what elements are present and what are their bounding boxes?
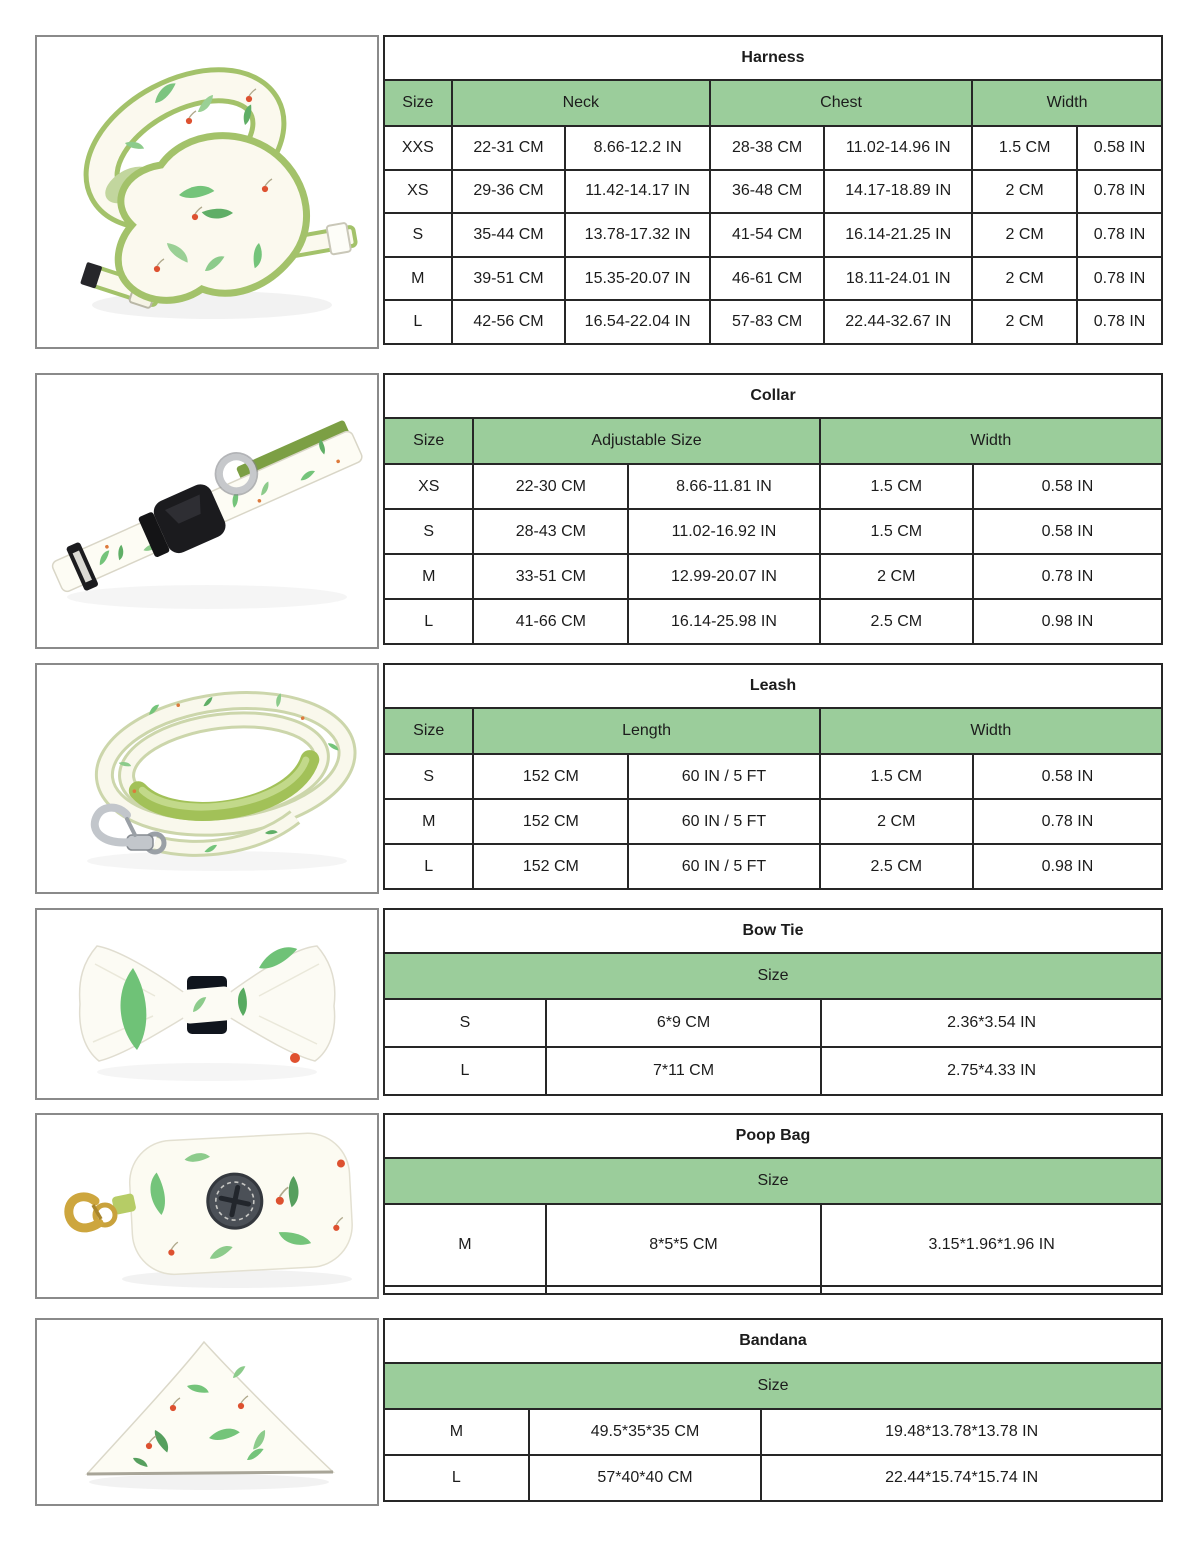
table-row — [384, 1114, 1162, 1158]
spec-cell: 42-56 CM — [452, 300, 566, 344]
size-cell: XS — [384, 170, 452, 214]
column-header-size: Size — [384, 80, 452, 126]
spec-cell: 7*11 CM — [546, 1047, 821, 1095]
poop-bag-photo — [35, 1113, 379, 1299]
spec-cell: 8.66-12.2 IN — [565, 126, 710, 170]
column-header-size: Size — [384, 1363, 1162, 1409]
column-header-neck: Neck — [452, 80, 710, 126]
table-row — [384, 418, 1162, 464]
table-row — [384, 599, 1162, 644]
table-title: Bow Tie — [384, 909, 1162, 953]
column-header-length: Length — [473, 708, 819, 754]
spec-cell: 60 IN / 5 FT — [628, 799, 819, 844]
size-cell: XS — [384, 464, 473, 509]
table-row — [384, 300, 1162, 344]
spec-cell: 22-30 CM — [473, 464, 628, 509]
table-row — [384, 1286, 1162, 1294]
spec-cell: 2 CM — [972, 213, 1077, 257]
spec-cell: 0.98 IN — [973, 599, 1162, 644]
spec-cell: 0.58 IN — [973, 464, 1162, 509]
spec-cell: 0.78 IN — [1077, 213, 1162, 257]
size-cell: S — [384, 213, 452, 257]
collar-photo — [35, 373, 379, 649]
spec-cell: 22.44*15.74*15.74 IN — [761, 1455, 1162, 1501]
table-row — [384, 1319, 1162, 1363]
spec-cell — [546, 1286, 821, 1294]
harness-size-table — [383, 35, 1163, 345]
spec-cell: 15.35-20.07 IN — [565, 257, 710, 301]
spec-cell: 0.58 IN — [973, 754, 1162, 799]
table-row — [384, 36, 1162, 80]
table-row — [384, 708, 1162, 754]
size-cell — [384, 1286, 546, 1294]
spec-cell: 16.14-21.25 IN — [824, 213, 972, 257]
spec-cell: 16.54-22.04 IN — [565, 300, 710, 344]
spec-cell: 60 IN / 5 FT — [628, 844, 819, 889]
column-header-chest: Chest — [710, 80, 972, 126]
leash-photo — [35, 663, 379, 894]
leash-illustration — [37, 665, 377, 892]
poop-bag-illustration — [37, 1115, 377, 1297]
spec-cell: 0.78 IN — [973, 799, 1162, 844]
table-row — [384, 213, 1162, 257]
spec-cell: 152 CM — [473, 844, 628, 889]
size-cell: L — [384, 1047, 546, 1095]
size-cell: M — [384, 257, 452, 301]
table-row — [384, 374, 1162, 418]
poop-bag-size-table — [383, 1113, 1163, 1295]
table-row — [384, 1363, 1162, 1409]
spec-cell: 3.15*1.96*1.96 IN — [821, 1204, 1162, 1286]
size-cell: XXS — [384, 126, 452, 170]
table-row — [384, 1204, 1162, 1286]
size-cell: S — [384, 754, 473, 799]
column-header-width: Width — [972, 80, 1162, 126]
spec-cell: 1.5 CM — [820, 754, 973, 799]
spec-cell: 41-66 CM — [473, 599, 628, 644]
spec-cell: 18.11-24.01 IN — [824, 257, 972, 301]
size-cell: L — [384, 599, 473, 644]
spec-cell: 39-51 CM — [452, 257, 566, 301]
spec-cell: 0.78 IN — [1077, 300, 1162, 344]
spec-cell: 8*5*5 CM — [546, 1204, 821, 1286]
spec-cell: 22-31 CM — [452, 126, 566, 170]
table-row — [384, 953, 1162, 999]
size-cell: L — [384, 844, 473, 889]
spec-cell: 1.5 CM — [820, 509, 973, 554]
table-row — [384, 664, 1162, 708]
spec-cell: 152 CM — [473, 799, 628, 844]
spec-cell: 14.17-18.89 IN — [824, 170, 972, 214]
harness-illustration — [37, 37, 377, 347]
spec-cell: 49.5*35*35 CM — [529, 1409, 762, 1455]
size-cell: L — [384, 300, 452, 344]
size-cell: M — [384, 799, 473, 844]
spec-cell: 28-43 CM — [473, 509, 628, 554]
column-header-size: Size — [384, 1158, 1162, 1204]
table-row — [384, 257, 1162, 301]
table-row — [384, 1158, 1162, 1204]
spec-cell: 29-36 CM — [452, 170, 566, 214]
spec-cell: 8.66-11.81 IN — [628, 464, 819, 509]
size-cell: M — [384, 1204, 546, 1286]
bandana-photo — [35, 1318, 379, 1506]
column-header-width: Width — [820, 708, 1162, 754]
table-row — [384, 1047, 1162, 1095]
column-header-size: Size — [384, 953, 1162, 999]
spec-cell: 2.5 CM — [820, 599, 973, 644]
spec-cell: 2.75*4.33 IN — [821, 1047, 1162, 1095]
table-row — [384, 999, 1162, 1047]
spec-cell: 46-61 CM — [710, 257, 824, 301]
spec-cell: 6*9 CM — [546, 999, 821, 1047]
spec-cell: 57-83 CM — [710, 300, 824, 344]
spec-cell: 2.36*3.54 IN — [821, 999, 1162, 1047]
collar-size-table — [383, 373, 1163, 645]
bow-tie-illustration — [37, 910, 377, 1098]
spec-cell: 2 CM — [972, 257, 1077, 301]
size-cell: L — [384, 1455, 529, 1501]
table-row — [384, 170, 1162, 214]
bandana-illustration — [37, 1320, 377, 1504]
size-cell: M — [384, 1409, 529, 1455]
spec-cell: 12.99-20.07 IN — [628, 554, 819, 599]
column-header-adjustable-size: Adjustable Size — [473, 418, 819, 464]
size-cell: M — [384, 554, 473, 599]
size-cell: S — [384, 509, 473, 554]
spec-cell: 11.02-14.96 IN — [824, 126, 972, 170]
spec-cell: 33-51 CM — [473, 554, 628, 599]
leash-size-table — [383, 663, 1163, 890]
bow-tie-photo — [35, 908, 379, 1100]
spec-cell: 41-54 CM — [710, 213, 824, 257]
table-row — [384, 909, 1162, 953]
spec-cell: 19.48*13.78*13.78 IN — [761, 1409, 1162, 1455]
spec-cell: 0.58 IN — [1077, 126, 1162, 170]
table-row — [384, 754, 1162, 799]
spec-cell: 16.14-25.98 IN — [628, 599, 819, 644]
table-row — [384, 799, 1162, 844]
spec-cell: 28-38 CM — [710, 126, 824, 170]
spec-cell: 0.58 IN — [973, 509, 1162, 554]
bandana-size-table — [383, 1318, 1163, 1502]
table-title: Poop Bag — [384, 1114, 1162, 1158]
spec-cell — [821, 1286, 1162, 1294]
size-cell: S — [384, 999, 546, 1047]
bow-tie-size-table — [383, 908, 1163, 1096]
table-row — [384, 844, 1162, 889]
table-title: Harness — [384, 36, 1162, 80]
collar-illustration — [37, 375, 377, 647]
spec-cell: 2 CM — [972, 300, 1077, 344]
spec-cell: 22.44-32.67 IN — [824, 300, 972, 344]
table-title: Collar — [384, 374, 1162, 418]
spec-cell: 2.5 CM — [820, 844, 973, 889]
spec-cell: 60 IN / 5 FT — [628, 754, 819, 799]
column-header-width: Width — [820, 418, 1162, 464]
harness-photo — [35, 35, 379, 349]
spec-cell: 1.5 CM — [972, 126, 1077, 170]
table-row — [384, 464, 1162, 509]
spec-cell: 11.42-14.17 IN — [565, 170, 710, 214]
spec-cell: 1.5 CM — [820, 464, 973, 509]
spec-cell: 0.98 IN — [973, 844, 1162, 889]
spec-cell: 11.02-16.92 IN — [628, 509, 819, 554]
spec-cell: 2 CM — [972, 170, 1077, 214]
spec-cell: 36-48 CM — [710, 170, 824, 214]
table-row — [384, 80, 1162, 126]
spec-cell: 0.78 IN — [973, 554, 1162, 599]
spec-cell: 152 CM — [473, 754, 628, 799]
spec-cell: 0.78 IN — [1077, 170, 1162, 214]
table-row — [384, 1409, 1162, 1455]
table-row — [384, 509, 1162, 554]
table-row — [384, 1455, 1162, 1501]
spec-cell: 2 CM — [820, 554, 973, 599]
column-header-size: Size — [384, 708, 473, 754]
table-title: Leash — [384, 664, 1162, 708]
spec-cell: 35-44 CM — [452, 213, 566, 257]
spec-cell: 13.78-17.32 IN — [565, 213, 710, 257]
column-header-size: Size — [384, 418, 473, 464]
table-title: Bandana — [384, 1319, 1162, 1363]
spec-cell: 2 CM — [820, 799, 973, 844]
spec-cell: 57*40*40 CM — [529, 1455, 762, 1501]
table-row — [384, 126, 1162, 170]
table-row — [384, 554, 1162, 599]
spec-cell: 0.78 IN — [1077, 257, 1162, 301]
